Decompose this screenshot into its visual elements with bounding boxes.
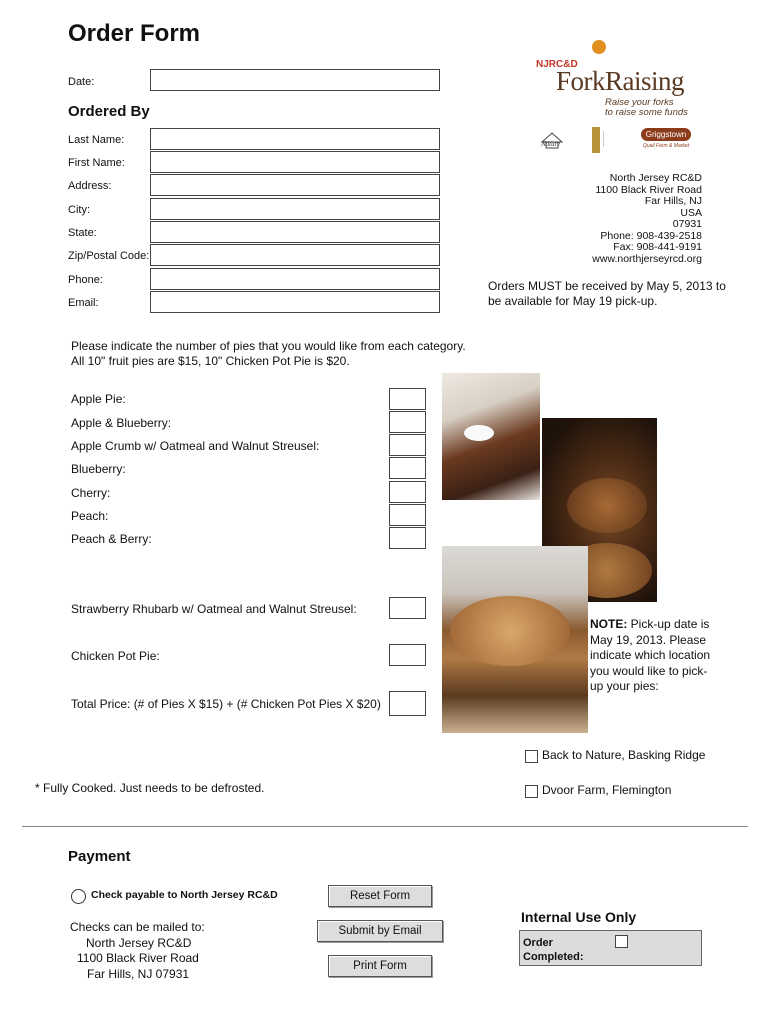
pie-label-strawberry-rhubarb: Strawberry Rhubarb w/ Oatmeal and Walnut Streusel: — [71, 602, 357, 616]
pie-label-peach: Peach: — [71, 509, 109, 523]
instructions-line-2: All 10" fruit pies are $15, 10" Chicken Pot Pie is $20. — [71, 354, 350, 368]
mail-line-3: Far Hills, NJ 07931 — [87, 966, 190, 981]
pie-label-chicken-pot-pie: Chicken Pot Pie: — [71, 649, 160, 663]
pie-label-apple: Apple Pie: — [71, 392, 126, 406]
zip-field[interactable] — [150, 244, 440, 266]
pie-photo-3 — [442, 546, 588, 733]
qty-cherry[interactable] — [389, 481, 426, 503]
contact-line-2: 1100 Black River Road — [595, 183, 702, 196]
contact-line-1: North Jersey RC&D — [609, 172, 702, 184]
qty-apple-blueberry[interactable] — [389, 411, 426, 433]
address-label: Address: — [68, 180, 112, 192]
partner-logo-bar — [592, 127, 600, 153]
reset-form-button[interactable]: Reset Form — [328, 885, 432, 907]
check-payable-label: Check payable to North Jersey RC&D — [91, 889, 278, 901]
state-field[interactable] — [150, 221, 440, 243]
pie-photo-1 — [442, 373, 540, 500]
griggstown-logo: Griggstown — [641, 128, 691, 141]
location-label-basking-ridge: Back to Nature, Basking Ridge — [542, 748, 706, 762]
first-name-field[interactable] — [150, 151, 440, 173]
contact-phone: Phone: 908-439-2518 — [600, 229, 702, 242]
contact-web: www.northjerseyrcd.org — [592, 252, 702, 265]
nature-text: Nature — [541, 140, 561, 148]
city-field[interactable] — [150, 198, 440, 220]
mail-intro: Checks can be mailed to: — [70, 920, 205, 934]
state-label: State: — [68, 227, 97, 239]
pickup-note — [590, 617, 720, 695]
pie-label-cherry: Cherry: — [71, 486, 111, 500]
qty-apple[interactable] — [389, 388, 426, 410]
qty-peach-berry[interactable] — [389, 527, 426, 549]
note-bold: NOTE: — [590, 617, 628, 631]
qty-strawberry-rhubarb[interactable] — [389, 597, 426, 619]
last-name-label: Last Name: — [68, 134, 125, 146]
nature-logo — [538, 128, 572, 152]
location-label-flemington: Dvoor Farm, Flemington — [542, 783, 672, 797]
contact-line-5: 07931 — [672, 218, 702, 230]
email-field[interactable] — [150, 291, 440, 313]
orange-icon — [592, 40, 606, 54]
partner-logo-small — [603, 131, 624, 147]
total-price-field[interactable] — [389, 691, 426, 716]
griggstown-sub: Quail Farm & Market — [642, 143, 690, 149]
location-checkbox-basking-ridge[interactable] — [525, 750, 538, 763]
submit-by-email-button[interactable]: Submit by Email — [317, 920, 443, 942]
whipped-cream — [464, 425, 494, 441]
contact-fax: Fax: 908-441-9191 — [613, 241, 702, 253]
qty-chicken-pot-pie[interactable] — [389, 644, 426, 666]
fully-cooked-note: * Fully Cooked. Just needs to be defrosted. — [35, 781, 265, 795]
internal-use-box — [519, 930, 702, 966]
pie-label-apple-blueberry: Apple & Blueberry: — [71, 416, 172, 430]
zip-label: Zip/Postal Code: — [68, 250, 150, 262]
logo-name: ForkRaising — [556, 66, 685, 96]
internal-use-heading: Internal Use Only — [521, 909, 637, 925]
address-field[interactable] — [150, 174, 440, 196]
order-completed-checkbox[interactable] — [615, 935, 628, 948]
check-radio[interactable] — [71, 889, 86, 904]
mail-line-2: 1100 Black River Road — [77, 951, 199, 965]
deadline-text: Orders MUST be received by May 5, 2013 to be available for May 19 pick-up. — [488, 279, 726, 308]
qty-apple-crumb[interactable] — [389, 434, 426, 456]
pie-label-peach-berry: Peach & Berry: — [71, 532, 152, 546]
phone-field[interactable] — [150, 268, 440, 290]
print-form-button[interactable]: Print Form — [328, 955, 432, 977]
instructions — [71, 339, 466, 369]
last-name-field[interactable] — [150, 128, 440, 150]
first-name-label: First Name: — [68, 157, 125, 169]
email-label: Email: — [68, 297, 99, 309]
pie-label-apple-crumb: Apple Crumb w/ Oatmeal and Walnut Streusel: — [71, 439, 320, 453]
logo-tagline-1: Raise your forks — [605, 97, 674, 108]
qty-blueberry[interactable] — [389, 457, 426, 479]
mail-address — [70, 920, 205, 982]
divider — [22, 826, 748, 827]
ordered-by-heading: Ordered By — [68, 103, 150, 120]
pie-top — [567, 478, 647, 533]
mail-line-1: North Jersey RC&D — [86, 935, 192, 950]
total-price-label: Total Price: (# of Pies X $15) + (# Chicken Pot Pies X $20) — [71, 697, 381, 711]
logo-org: NJRC&D — [536, 59, 578, 70]
logo-tagline-2: to raise some funds — [605, 107, 688, 118]
logo-tagline — [605, 98, 688, 118]
date-label: Date: — [68, 76, 95, 88]
forkraising-logo — [530, 38, 710, 123]
city-label: City: — [68, 204, 90, 216]
phone-label: Phone: — [68, 274, 103, 286]
note-text: Pick-up date is May 19, 2013. Please indicate which location you would like to pick-up your pies: — [590, 617, 711, 693]
page-title: Order Form — [68, 20, 201, 47]
qty-peach[interactable] — [389, 504, 426, 526]
pie-label-blueberry: Blueberry: — [71, 462, 126, 476]
date-field[interactable] — [150, 69, 440, 91]
contact-address — [592, 173, 702, 265]
pie-crust — [450, 596, 570, 666]
contact-line-4: USA — [680, 206, 702, 219]
instructions-line-1: Please indicate the number of pies that you would like from each category. — [71, 339, 466, 353]
contact-line-3: Far Hills, NJ — [644, 195, 702, 207]
order-completed-label: Order Completed: — [523, 937, 584, 963]
payment-heading: Payment — [68, 848, 131, 865]
location-checkbox-flemington[interactable] — [525, 785, 538, 798]
